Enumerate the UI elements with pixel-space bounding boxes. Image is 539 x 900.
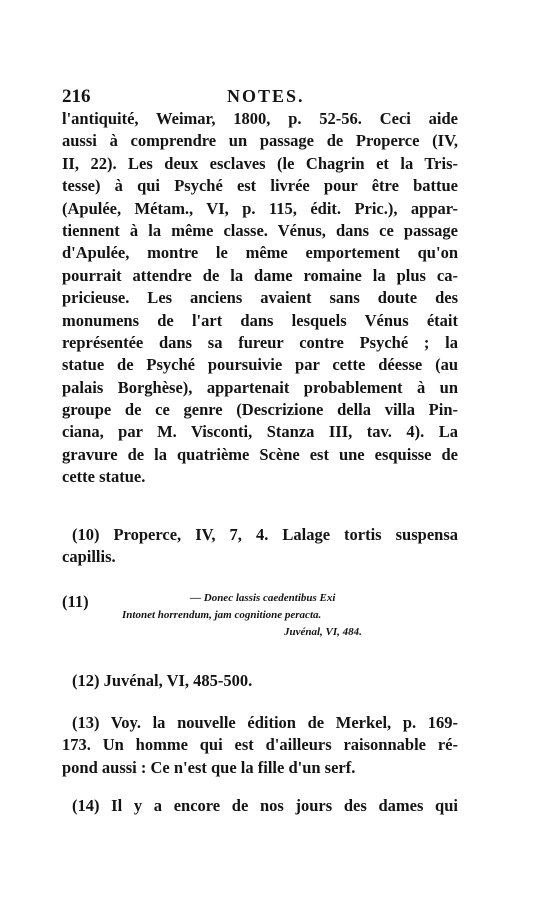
text-line: (Apulée, Métam., VI, p. 115, édit. Pric.), appar- xyxy=(62,198,458,218)
text-line: (10) Properce, IV, 7, 4. Lalage tortis suspensa xyxy=(72,525,458,544)
text-line: 173. Un homme qui est d'ailleurs raisonnable ré- xyxy=(62,735,458,755)
text-line: II, 22). Les deux esclaves (le Chagrin et la Tris- xyxy=(62,153,458,173)
text-line: groupe de ce genre (Descrizione della villa Pin- xyxy=(62,400,458,420)
text-line: (13) Voy. la nouvelle édition de Merkel, p. 169- xyxy=(72,713,458,732)
quote-citation: Juvénal, VI, 484. xyxy=(284,626,362,638)
quote-line: — Donec lassis caedentibus Exi xyxy=(190,592,336,604)
text-line: palais Borghèse), appartenait probablement à un xyxy=(62,377,458,397)
note-9-continuation xyxy=(62,108,458,489)
quote-line: Intonet horrendum, jam cognitione peracta. xyxy=(122,609,322,621)
text-line: pourrait attendre de la dame romaine la plus ca- xyxy=(62,265,458,285)
text-line: cette statue. xyxy=(62,467,146,487)
note-11 xyxy=(62,590,458,650)
text-line: aussi à comprendre un passage de Properce (IV, xyxy=(62,131,458,151)
text-line: l'antiquité, Weimar, 1800, p. 52-56. Ceci aide xyxy=(62,109,458,128)
note-13 xyxy=(62,712,458,779)
text-line: statue de Psyché poursuivie par cette déesse (au xyxy=(62,355,458,375)
text-line: ciana, par M. Visconti, Stanza III, tav. 4). La xyxy=(62,422,458,442)
text-line: d'Apulée, montre le même emportement qu'on xyxy=(62,243,458,263)
note-14 xyxy=(62,795,458,817)
text-line: tiennent à la même classe. Vénus, dans ce passage xyxy=(62,220,458,240)
text-line: pond aussi : Ce n'est que la fille d'un serf. xyxy=(62,757,356,777)
text-line: monumens de l'art dans lesquels Vénus était xyxy=(62,310,458,330)
note-12 xyxy=(62,670,458,692)
running-head: NOTES. xyxy=(227,86,305,106)
text-line: capillis. xyxy=(62,547,116,567)
note-10 xyxy=(62,524,458,569)
text-line: tesse) à qui Psyché est livrée pour être battue xyxy=(62,176,458,196)
text-line: gravure de la quatrième Scène est une esquisse de xyxy=(62,444,458,464)
text-line: représentée dans sa fureur contre Psyché ; la xyxy=(62,332,458,352)
text-line: (12) Juvénal, VI, 485-500. xyxy=(72,671,253,690)
text-line: pricieuse. Les anciens avaient sans doute des xyxy=(62,288,458,308)
text-line: (14) Il y a encore de nos jours des dames qui xyxy=(72,796,458,815)
note-11-marker: (11) xyxy=(62,592,89,611)
page-number: 216 xyxy=(62,86,91,107)
